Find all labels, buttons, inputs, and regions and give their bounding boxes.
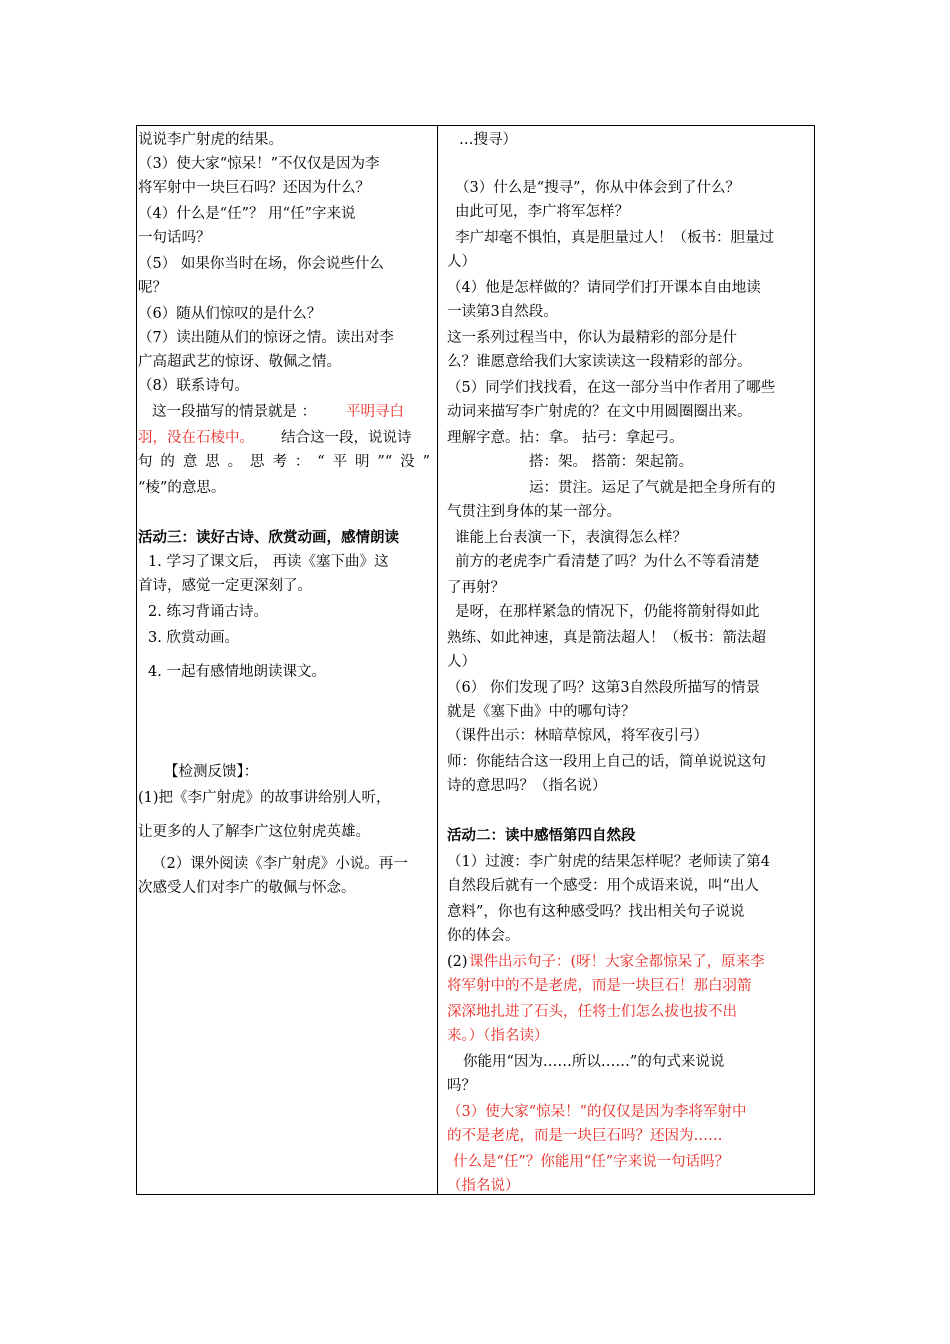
highlighted-question: 的不是老虎，而是一块巨石吗？还因为……: [447, 1128, 723, 1144]
text-line: 自然段后就有一个感受：用个成语来说，叫“出人: [447, 878, 759, 894]
activity-2-heading: 活动二：读中感悟第四自然段: [447, 827, 636, 844]
text-line: 这一段描写的情景就是 ：: [152, 404, 317, 420]
text-line: 熟练、如此神速，真是箭法超人！（板书：箭法超: [447, 630, 766, 646]
text-line: (2): [447, 954, 468, 970]
text-line: （2）课外阅读《李广射虎》小说。再一: [152, 856, 408, 872]
list-item: 1. 学习了课文后， 再读《塞下曲》这: [148, 554, 389, 570]
text-line: 首诗，感觉一定更深刻了。: [138, 578, 312, 594]
feedback-heading: 【检测反馈】：: [164, 764, 259, 780]
lesson-plan-table: [136, 125, 815, 1195]
text-line: 了再射？: [447, 580, 505, 596]
text-line: （3）使大家“惊呆！”不仅仅是因为李: [138, 156, 380, 172]
text-line: 意料”，你也有这种感受吗？找出相关句子说说: [447, 904, 745, 920]
text-line: 将军射中一块巨石吗？还因为什么？: [138, 180, 370, 196]
list-item: 3. 欣赏动画。: [148, 630, 239, 646]
activity-3-heading: 活动三：读好古诗、欣赏动画，感情朗读: [138, 529, 399, 546]
text-line: （8）联系诗句。: [138, 378, 249, 394]
text-line: （5）同学们找找看，在这一部分当中作者用了哪些: [447, 380, 776, 396]
text-line: 让更多的人了解李广这位射虎英雄。: [138, 824, 370, 840]
highlighted-poem-line: 平明寻白: [346, 404, 404, 420]
highlighted-question: （指名说）: [447, 1178, 520, 1194]
text-line: 由此可见，李广将军怎样？: [455, 204, 629, 220]
text-line: （1）过渡：李广射虎的结果怎样呢？老师读了第4: [447, 854, 770, 870]
text-line: （课件出示：林暗草惊风，将军夜引弓）: [447, 728, 708, 744]
text-line: 一句话吗？: [138, 230, 211, 246]
text-line: 谁能上台表演一下，表演得怎么样？: [455, 530, 687, 546]
highlighted-sentence: 来。）（指名读）: [447, 1028, 549, 1044]
text-line: （6） 你们发现了吗？这第3自然段所描写的情景: [447, 680, 761, 696]
text-line: 结合这一段，说说诗: [281, 430, 412, 446]
text-line: 运：贯注。运足了气就是把全身所有的: [529, 480, 776, 496]
highlighted-sentence: 将军射中的不是老虎，而是一块巨石！那白羽箭: [447, 978, 752, 994]
text-line: 动词来描写李广射虎的？在文中用圆圈圈出来。: [447, 404, 752, 420]
text-line: （4）什么是“任”？ 用“任”字来说: [138, 206, 356, 222]
text-line: …搜寻）: [459, 132, 517, 148]
text-line: 吗？: [447, 1078, 476, 1094]
text-line: “棱”的意思。: [138, 480, 226, 496]
list-item: 2. 练习背诵古诗。: [148, 604, 268, 620]
highlighted-question: （3）使大家“惊呆！”的仅仅是因为李将军射中: [447, 1104, 747, 1120]
text-line: 你的体会。: [447, 928, 520, 944]
text-line: 诗的意思吗？（指名说）: [447, 778, 607, 794]
text-line: 么？谁愿意给我们大家读读这一段精彩的部分。: [447, 354, 752, 370]
text-line: （5） 如果你当时在场，你会说些什么: [138, 256, 384, 272]
text-line: 一读第3自然段。: [447, 304, 558, 320]
text-line: 理解字意。拈：拿。 拈弓：拿起弓。: [447, 430, 684, 446]
text-line: 广高超武艺的惊讶、敬佩之情。: [138, 354, 341, 370]
text-line: 师：你能结合这一段用上自己的话，简单说说这句: [447, 754, 766, 770]
text-line: 你能用“因为……所以……”的句式来说说: [463, 1054, 725, 1070]
text-line: （3）什么是“搜寻”，你从中体会到了什么？: [455, 180, 741, 196]
text-line: 句的意思。思考：“平明”“没”: [138, 454, 430, 470]
text-line: (1)把《李广射虎》的故事讲给别人听，: [138, 790, 391, 806]
text-line: 这一系列过程当中，你认为最精彩的部分是什: [447, 330, 737, 346]
text-line: （4）他是怎样做的？请同学们打开课本自由地读: [447, 280, 761, 296]
text-line: 气贯注到身体的某一部分。: [447, 504, 621, 520]
highlighted-question: 什么是“任”？你能用“任”字来说一句话吗？: [453, 1154, 730, 1170]
text-line: 搭：架。 搭箭：架起箭。: [529, 454, 694, 470]
text-line: 说说李广射虎的结果。: [138, 132, 283, 148]
text-line: 次感受人们对李广的敬佩与怀念。: [138, 880, 356, 896]
text-line: （6）随从们惊叹的是什么？: [138, 306, 322, 322]
text-line: 是呀，在那样紧急的情况下，仍能将箭射得如此: [455, 604, 760, 620]
text-line: 就是《塞下曲》中的哪句诗？: [447, 704, 636, 720]
highlighted-poem-line: 羽，没在石棱中。: [138, 430, 254, 446]
text-line: （7）读出随从们的惊讶之情。读出对李: [138, 330, 394, 346]
text-line: 人）: [447, 654, 476, 670]
text-line: 呢？: [138, 280, 167, 296]
text-line: 前方的老虎李广看清楚了吗？为什么不等看清楚: [455, 554, 760, 570]
text-line: 李广却毫不惧怕，真是胆量过人！（板书：胆量过: [455, 230, 774, 246]
list-item: 4. 一起有感情地朗读课文。: [148, 664, 326, 680]
text-line: 人）: [447, 254, 476, 270]
highlighted-sentence: 深深地扎进了石头，任将士们怎么拔也拔不出: [447, 1004, 737, 1020]
column-divider: [437, 126, 438, 1194]
highlighted-sentence: 课件出示句子：(呀！大家全都惊呆了，原来李: [469, 954, 765, 970]
